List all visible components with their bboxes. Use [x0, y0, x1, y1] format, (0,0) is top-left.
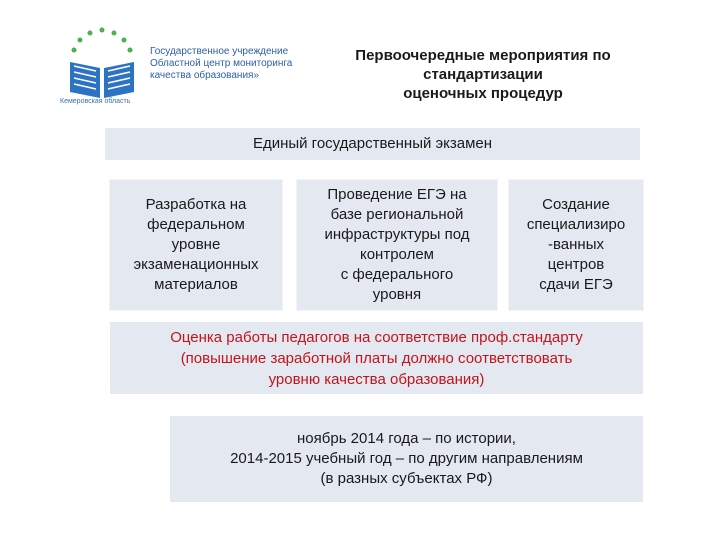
- box-line: Проведение ЕГЭ на: [327, 186, 467, 203]
- box-line: (в разных субъектах РФ): [320, 470, 493, 487]
- box-line: (повышение заработной платы должно соответствовать: [180, 349, 573, 367]
- box-line: контролем: [359, 246, 434, 263]
- slide-title: [318, 46, 648, 103]
- box-line: уровне: [171, 236, 221, 253]
- box-line: центров: [547, 256, 605, 273]
- box-line: уровню качества образования): [268, 370, 485, 388]
- box-line: инфраструктуры под: [324, 226, 470, 243]
- box-line: Оценка работы педагогов на соответствие проф.стандарту: [170, 328, 583, 346]
- slide-title-line: Первоочередные мероприятия по: [355, 47, 611, 64]
- teacher-assessment-box: [110, 322, 643, 394]
- organization-name-line: Государственное учреждение: [150, 46, 289, 57]
- exam-centers-box: [509, 180, 643, 310]
- federal-materials-box: [110, 180, 282, 310]
- box-line: Создание: [542, 196, 610, 213]
- box-line: с федерального: [340, 266, 454, 283]
- box-line: федеральном: [147, 216, 245, 233]
- box-line: экзаменационных: [133, 256, 259, 273]
- box-line: ноябрь 2014 года – по истории,: [297, 430, 516, 447]
- box-line: Разработка на: [145, 196, 247, 213]
- organization-name-line: качества образования»: [150, 70, 260, 81]
- box-line: уровня: [372, 286, 422, 303]
- box-line: материалов: [154, 276, 238, 293]
- timeline-box: [170, 416, 643, 502]
- regional-infrastructure-box: [297, 180, 497, 310]
- organization-name-line: Областной центр мониторинга: [150, 58, 293, 69]
- organization-name: [150, 46, 292, 82]
- exam-bar: [105, 128, 640, 160]
- box-line: -ванных: [547, 236, 604, 253]
- exam-bar-label: Единый государственный экзамен: [252, 135, 493, 152]
- box-line: 2014-2015 учебный год – по другим направлениям: [230, 450, 583, 467]
- slide-title-line: оценочных процедур: [403, 85, 563, 102]
- box-line: базе региональной: [330, 206, 464, 223]
- box-line: сдачи ЕГЭ: [539, 276, 613, 293]
- region-caption: Кемеровская область: [60, 98, 131, 105]
- slide-title-line: стандартизации: [423, 66, 543, 83]
- box-line: специализиро: [526, 216, 626, 233]
